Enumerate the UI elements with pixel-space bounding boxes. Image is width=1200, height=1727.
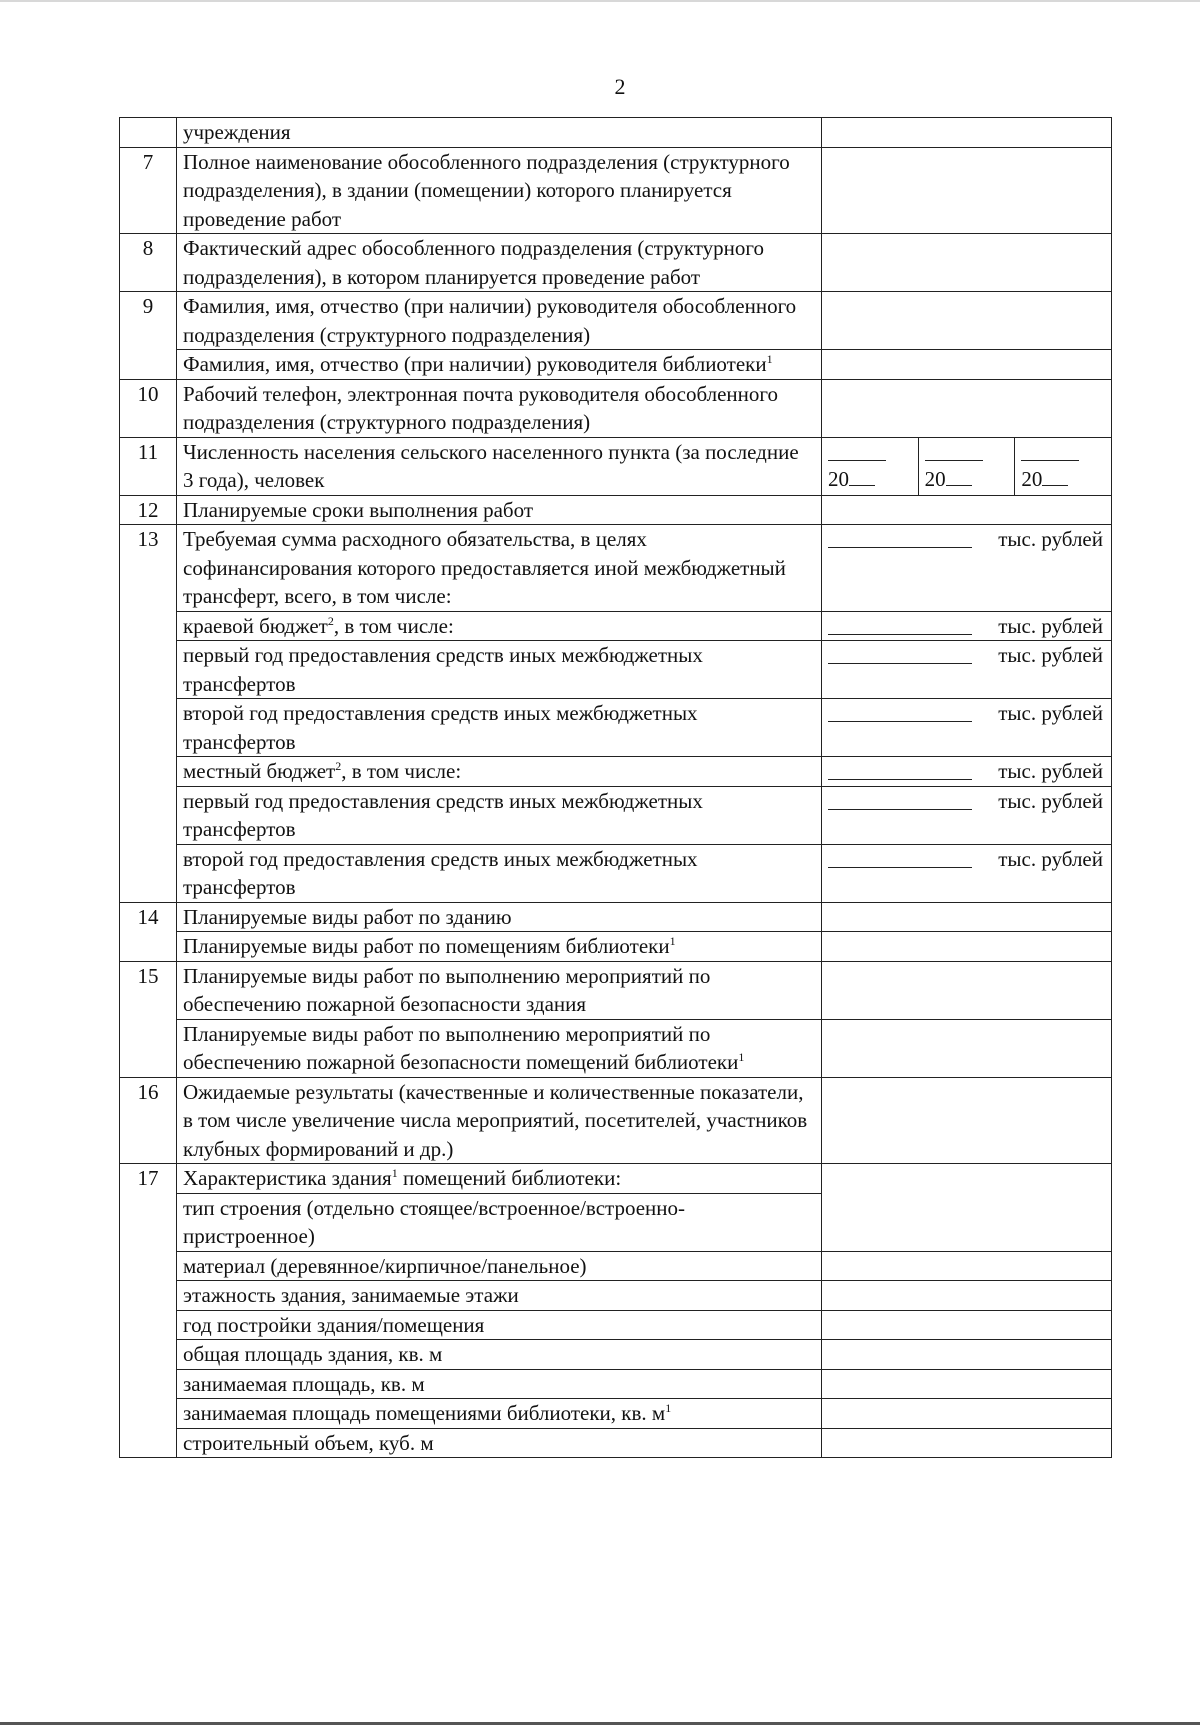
table-row [120,1369,1112,1399]
row-number [120,118,177,148]
row-description: общая площадь здания, кв. м [177,1340,822,1370]
unit-label: тыс. рублей [998,788,1103,813]
row-description: тип строения (отдельно стоящее/встроенное/встроенно-пристроенное) [177,1193,822,1251]
table-row [120,699,1112,757]
row-description: Ожидаемые результаты (качественные и количественные показатели, в том числе увеличение числа мероприятий, посетителей, участников клубных формирований и др.) [177,1077,822,1164]
row-description: Фамилия, имя, отчество (при наличии) руководителя обособленного подразделения (структурного подразделения) [177,292,822,350]
row-description: Планируемые сроки выполнения работ [177,495,822,525]
row-number: 8 [120,234,177,292]
row-description: краевой бюджет$^2$, в том числе: [177,611,822,641]
row-description: учреждения [177,118,822,148]
row-number: 17 [120,1164,177,1458]
row-description: местный бюджет$^2$, в том числе: [177,757,822,787]
value-cell[interactable] [822,495,1112,525]
row-description: Рабочий телефон, электронная почта руководителя обособленного подразделения (структурного подразделения) [177,379,822,437]
row-number: 11 [120,437,177,495]
row-number: 14 [120,902,177,961]
row-description: занимаемая площадь, кв. м [177,1369,822,1399]
amount-blank [828,845,972,868]
footnote-mark: 1 [766,352,773,366]
year-field[interactable] [918,438,1015,495]
row-description: второй год предоставления средств иных межбюджетных трансфертов [177,699,822,757]
value-cell[interactable] [822,1428,1112,1458]
value-cell[interactable] [822,1369,1112,1399]
row-description: Полное наименование обособленного подразделения (структурного подразделения), в здании (помещении) которого планируется проведение работ [177,147,822,234]
table-row [120,118,1112,148]
row-description: Планируемые виды работ по выполнению мероприятий по обеспечению пожарной безопасности здания [177,961,822,1019]
row-description: Планируемые виды работ по зданию [177,902,822,932]
footnote-mark: 2 [327,613,334,628]
table-row [120,495,1112,525]
row-description: материал (деревянное/кирпичное/панельное) [177,1251,822,1281]
row-description: второй год предоставления средств иных межбюджетных трансфертов [177,844,822,902]
row-description: Фамилия, имя, отчество (при наличии) руководителя библиотеки$^1$ [177,350,822,380]
value-cell[interactable] [822,1310,1112,1340]
value-cell[interactable] [822,1281,1112,1311]
value-cell[interactable] [822,1340,1112,1370]
table-row [120,1281,1112,1311]
row-number: 7 [120,147,177,234]
row-number: 10 [120,379,177,437]
row-description: Численность населения сельского населенного пункта (за последние 3 года), человек [177,437,822,495]
value-cell[interactable] [822,118,1112,148]
table-row [120,350,1112,380]
amount-cell[interactable] [822,757,1112,787]
value-cell[interactable] [822,1019,1112,1077]
year-field[interactable] [1014,438,1111,495]
amount-cell[interactable] [822,641,1112,699]
amount-cell[interactable] [822,844,1112,902]
footnote-mark: 1 [669,934,676,948]
row-description: занимаемая площадь помещениями библиотеки, кв. $м^1$ [177,1399,822,1429]
year-prefix: 20 [1021,466,1043,491]
amount-blank [828,641,972,664]
value-cell[interactable] [822,932,1112,962]
value-cell[interactable] [822,1399,1112,1429]
amount-cell[interactable] [822,699,1112,757]
year-prefix: 20 [828,466,849,491]
year-blank [849,465,875,486]
unit-label: тыс. рублей [998,643,1103,667]
row-description: Требуемая сумма расходного обязательства, в целях софинансирования которого предоставляется иной межбюджетный трансферт, всего, в том числе: [177,525,822,612]
row-description: Планируемые виды работ по выполнению мероприятий по обеспечению пожарной безопасности помещений библиотеки$^1$ [177,1019,822,1077]
amount-blank [828,699,972,722]
row-number: 15 [120,961,177,1077]
table-row [120,1251,1112,1281]
amount-blank [828,525,972,548]
year-field[interactable] [822,438,918,495]
value-blank [1021,460,1079,461]
unit-label: тыс. рублей [998,759,1103,783]
row-description: год постройки здания/помещения [177,1310,822,1340]
value-blank [828,460,886,461]
table-row [120,844,1112,902]
application-form-table [119,117,1112,1458]
table-row [120,147,1112,234]
unit-label: тыс. рублей [998,701,1103,725]
value-cell[interactable] [822,147,1112,234]
value-cell[interactable] [822,234,1112,292]
page-number: 2 [614,74,626,99]
row-description: Фактический адрес обособленного подразделения (структурного подразделения), в котором планируется проведение работ [177,234,822,292]
row-number: 12 [120,495,177,525]
row-description: строительный объем, куб. м [177,1428,822,1458]
footnote-mark: 1 [738,1050,745,1064]
row-number: 13 [120,525,177,903]
value-cell[interactable] [822,902,1112,932]
row-number: 9 [120,292,177,380]
table-row [120,1340,1112,1370]
row-description: этажность здания, занимаемые этажи [177,1281,822,1311]
value-blank [925,460,983,461]
table-row [120,292,1112,350]
amount-blank [828,757,972,780]
table-row [120,961,1112,1019]
table-row [120,757,1112,787]
row-number: 16 [120,1077,177,1164]
table-row [120,379,1112,437]
scan-edge-top [0,0,1200,2]
amount-cell[interactable] [822,786,1112,844]
table-row [120,1310,1112,1340]
table-row [120,932,1112,962]
row-description: Планируемые виды работ по помещениям библиотеки$^1$ [177,932,822,962]
row-description: первый год предоставления средств иных межбюджетных трансфертов [177,786,822,844]
amount-cell[interactable] [822,611,1112,641]
table-row [120,234,1112,292]
unit-label: тыс. рублей [998,846,1103,871]
table-row [120,1077,1112,1164]
unit-label: тыс. рублей [998,613,1103,638]
unit-label: тыс. рублей [998,527,1103,551]
row-description: Характеристика здания$^1$ помещений библиотеки: [177,1164,822,1194]
table-row [120,902,1112,932]
table-row [120,437,1112,495]
amount-cell[interactable] [822,525,1112,612]
amount-blank [828,612,972,635]
footnote-mark: 1 [665,1401,672,1415]
year-prefix: 20 [924,466,946,491]
footnote-mark: 1 [391,1166,398,1180]
value-cell[interactable] [822,292,1112,350]
row-description: первый год предоставления средств иных межбюджетных трансфертов [177,641,822,699]
year-blank [1042,465,1068,486]
table-row [120,641,1112,699]
table-row [120,1164,1112,1194]
value-cell[interactable] [822,961,1112,1019]
value-cell[interactable] [822,350,1112,380]
population-years-cell [822,437,1112,495]
value-cell[interactable] [822,379,1112,437]
value-cell[interactable] [822,1251,1112,1281]
footnote-mark: 2 [335,759,342,773]
table-row [120,786,1112,844]
scan-edge-bottom [0,1722,1200,1725]
table-row [120,1399,1112,1429]
year-blank [946,465,972,486]
table-row [120,1428,1112,1458]
value-cell[interactable] [822,1077,1112,1164]
table-row [120,1019,1112,1077]
table-row [120,611,1112,641]
value-cell[interactable] [822,1164,1112,1252]
amount-blank [828,787,972,810]
table-row [120,525,1112,612]
